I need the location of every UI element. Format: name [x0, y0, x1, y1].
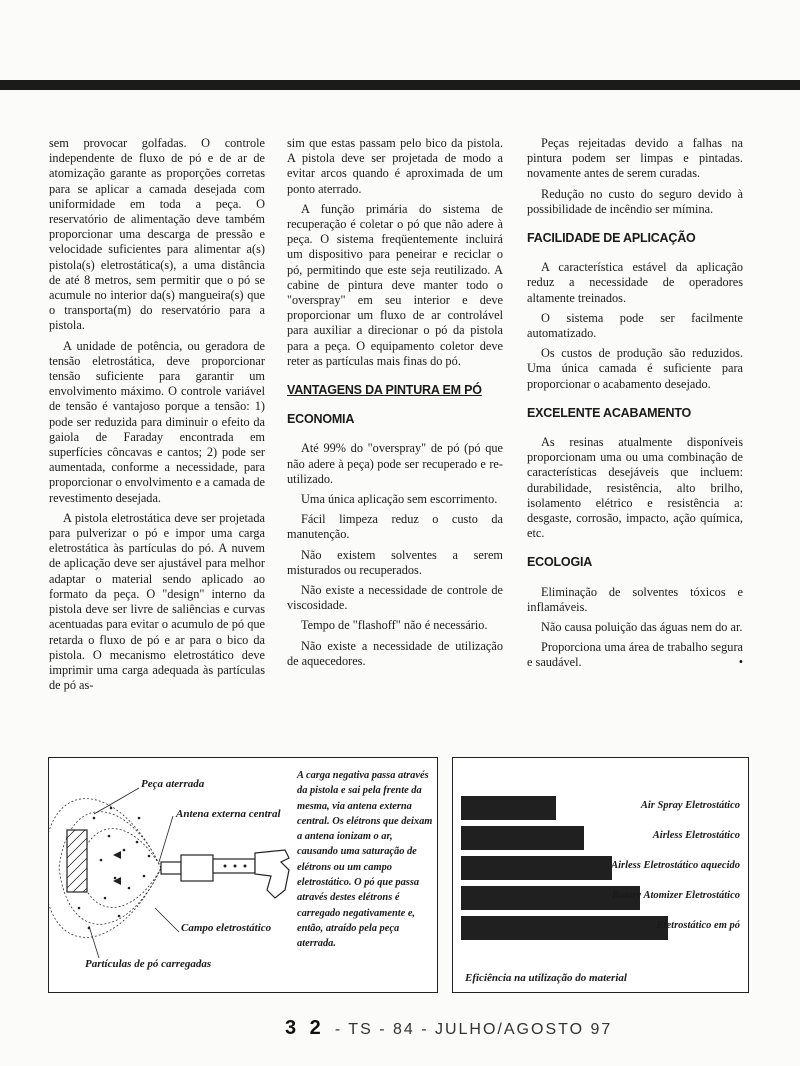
section-heading-facilidade: FACILIDADE DE APLICAÇÃO: [527, 231, 696, 246]
flow-arrows-icon: [113, 851, 121, 885]
column-2: [287, 136, 503, 674]
list-item: Não causa poluição das águas nem do ar.: [541, 620, 743, 635]
list-item: Tempo de "flashoff" não é necessário.: [301, 618, 488, 633]
chart-bar-label: Air Spray Eletrostático: [640, 800, 740, 811]
label-charged-particles: Partículas de pó carregadas: [85, 958, 212, 970]
section-heading-acabamento: EXCELENTE ACABAMENTO: [527, 405, 692, 420]
gun-diagram: [49, 758, 297, 990]
chart-bar-label: Eletrostático em pó: [656, 920, 740, 931]
column-3: [527, 136, 743, 676]
list-item: Não existe a necessidade de controle de viscosidade.: [287, 583, 503, 613]
paragraph: A pistola eletrostática deve ser projetada para pulverizar o pó e impor uma carga eletrostática às partículas do pó. A nuvem de aplicação deve ser ajustável para melhor adaptar o material sendo aplicado ao formato da peça. O "design" interno da pistola deve ser livre de saliências e curvas acentuadas para evitar o acumulo de pó que retarda o fluxo de pó e ar para o bico da pistola. O mecanismo eletrostático deve imprimir uma carga adequada às partículas de pó as-: [49, 510, 265, 693]
list-item: Não existem solventes a serem misturados ou recuperados.: [287, 547, 503, 577]
label-electrostatic-field: Campo eletrostático: [181, 922, 272, 934]
chart-bar: [461, 796, 556, 820]
page-footer: [285, 1017, 612, 1040]
figure-caption: A carga negativa passa através da pistola e sai pela frente da mesma, via antena externa central. Os elétrons que deixam a antena ionizam o ar, causando uma saturação de elétrons ou um campo eletrostático. O pó que passa através destes elétrons é carregado negativamente e, então, atraído pela peça aterrada.: [297, 770, 433, 950]
chart-title: Eficiência na utilização do material: [465, 972, 627, 984]
list-item: Fácil limpeza reduz o custo da manutenção.: [287, 512, 503, 542]
chart-bar: [461, 856, 612, 880]
chart-bar: [461, 826, 584, 850]
section-heading-vantagens: VANTAGENS DA PINTURA EM PÓ: [287, 383, 482, 398]
list-item: Não existe a necessidade de utilização de aquecedores.: [287, 638, 503, 668]
paragraph: sem provocar golfadas. O controle independente de fluxo de pó e de ar de atomização garante as proporções corretas para se aplicar a camada desejada com uniformidade em toda a peça. O reservatório de alimentação deve também proporcionar uma descarga de pressão e velocidade suficientes para alimentar a(s) pistola(s) eletrostática(s), a uma distância de até 8 metros, sem permitir que o pó se acumule no interior da(s) mangueira(s) que o transporta(m) do reservatório para a pistola.: [49, 136, 265, 333]
section-heading-economia: ECONOMIA: [287, 412, 355, 427]
chart-bar: [461, 916, 668, 940]
section-heading-ecologia: ECOLOGIA: [527, 555, 593, 570]
list-item: [527, 640, 743, 670]
top-rule: [0, 80, 800, 90]
issue-info: - TS - 84 - JULHO/AGOSTO 97: [334, 1021, 613, 1038]
end-bullet: •: [738, 655, 743, 670]
spray-gun-icon: [161, 850, 289, 898]
list-item: Até 99% do "overspray" de pó (pó que não adere à peça) pode ser recuperado e re-utilizado.: [287, 441, 503, 486]
label-grounded-part: Peça aterrada: [141, 778, 205, 790]
figure-electrostatic-gun: [48, 757, 438, 993]
chart-material-efficiency: [452, 757, 749, 993]
list-item: Os custos de produção são reduzidos. Uma única camada é suficiente para proporcionar o acabamento desejado.: [527, 346, 743, 391]
page-number: 3 2: [285, 1017, 325, 1039]
paragraph: A função primária do sistema de recuperação é coletar o pó que não adere à peça. O sistema freqüentemente incluirá um dispositivo para peneirar e reciclar o pó, permitindo que este seja reutilizado. A cabine de pintura deve manter todo o "overspray" em seu interior e deve proporcionar um fluxo de ar controlável para auxiliar a direcionar o pó da pistola para a peça. O equipamento coletor deve reter as partículas mais finas do pó.: [287, 201, 503, 368]
paragraph-text: Proporciona uma área de trabalho segura e saudável.: [527, 640, 743, 670]
list-item: O sistema pode ser facilmente automatizado.: [527, 310, 743, 341]
paragraph: sim que estas passam pelo bico da pistola. A pistola deve ser projetada de modo a evitar arcos quando é aproximada de um ponto aterrado.: [287, 136, 503, 196]
paragraph: A unidade de potência, ou geradora de tensão eletrostática, deve proporcionar tensão suficiente para garantir um envolvimento máximo. O controle variável de tensão é vantajoso porque a tensão: 1) pode ser reduzida para diminuir o efeito da gaiola de Faraday encontrada em superfícies côncavas e cantos; 2) pode ser aumentada, conforme a necessidade, para proporcionar o envolvimento e a camada de revestimento desejada.: [49, 338, 265, 505]
list-item: Peças rejeitadas devido a falhas na pintura podem ser limpas e pintadas. novamente antes de serem curadas.: [527, 136, 743, 181]
chart-bar-label: Airless Eletrostático aquecido: [611, 860, 740, 871]
chart-bar-label: Airless Eletrostático: [652, 830, 740, 841]
list-item: A característica estável da aplicação reduz a necessidade de operadores altamente treinados.: [527, 260, 743, 305]
list-item: Uma única aplicação sem escorrimento.: [301, 492, 498, 507]
list-item: Redução no custo do seguro devido à possibilidade de incêndio ser mímina.: [527, 186, 743, 216]
label-central-antenna: Antena externa central: [176, 808, 281, 820]
list-item: As resinas atualmente disponíveis proporcionam uma ou uma combinação de características desejáveis que incluem: durabilidade, resistência, alto brilho, isolamento elétrico e resistência a: desgaste, corrosão, impacto, ação química, etc.: [527, 435, 743, 541]
chart-bar-label: Rotary Atomizer Eletrostático: [612, 890, 740, 901]
column-1: [49, 136, 265, 698]
list-item: Eliminação de solventes tóxicos e inflamáveis.: [527, 584, 743, 614]
